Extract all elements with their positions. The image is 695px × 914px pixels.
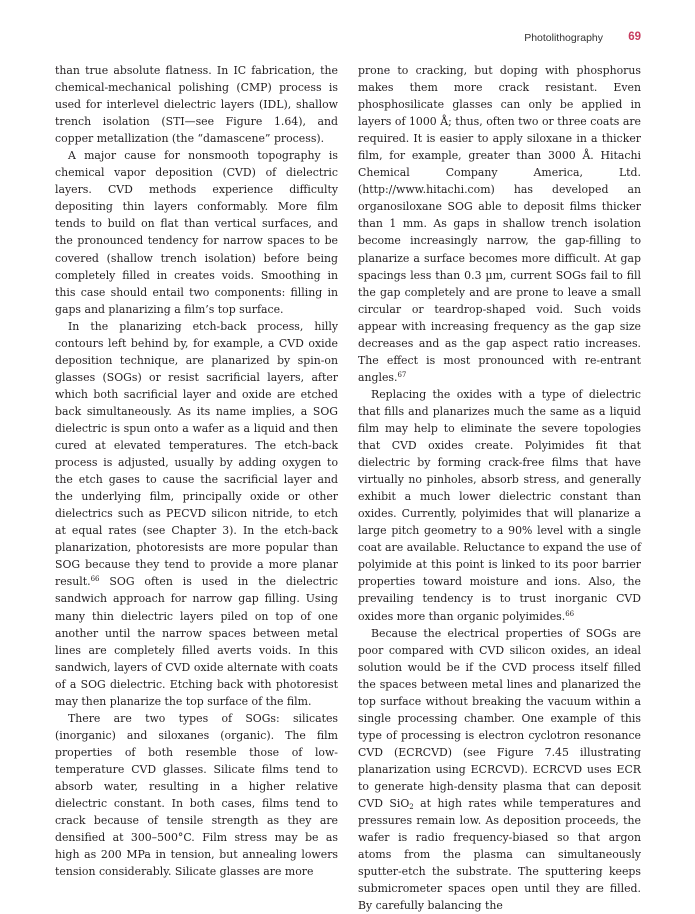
paragraph-text: SOG often is used in the dielectric sandwich approach for narrow gap filling. Using many thin dielectric layers piled on top of one another until the narrow spaces between metal lines are completely filled averts voids. In this sandwich, layers of CVD oxide alternate with coats of a SOG dielectric. Etching back with photoresist may then planarize the top surface of the film. (55, 575, 338, 708)
paragraph-text: prone to cracking, but doping with phosphorus makes them more crack resistant. Even phosphosilicate glasses can only be applied in layers of 1000 Å; thus, often two or three coats are required. It is easier to apply siloxane in a thicker film, for example, greater than 3000 Å. Hitachi Chemical Company America, Ltd. (http://www.hitachi.com) has developed an organosiloxane SOG able to deposit films thicker than 1 mm. As gaps in shallow trench isolation become increasingly narrow, the gap-filling to planarize a surface becomes more difficult. At gap spacings less than 0.3 µm, current SOGs fail to fill the gap completely and are prone to leave a small circular or teardrop-shaped void. Such voids appear with increasing frequency as the gap size decreases and as the gap aspect ratio increases. The effect is most pronounced with re-entrant angles. (358, 64, 641, 384)
subscript: 2 (409, 803, 414, 812)
citation-superscript: 66 (565, 609, 575, 618)
citation-superscript: 66 (90, 575, 100, 584)
running-header (0, 31, 695, 47)
page-number: 69 (628, 31, 641, 43)
right-column (358, 62, 641, 914)
citation-superscript: 67 (397, 370, 407, 379)
running-title: Photolithography (524, 32, 603, 44)
paragraph (55, 710, 338, 880)
paragraph-text: than true absolute flatness. In IC fabrication, the chemical-mechanical polishing (CMP) process is used for interlevel dielectric layers (IDL), shallow trench isolation (STI—see Figure 1.64), and copper metallization (the “damascene” process). (55, 64, 338, 146)
paragraph-text: Because the electrical properties of SOGs are poor compared with CVD silicon oxides, an ideal solution would be if the CVD process itself filled the spaces between metal lines and planarized the top surface without breaking the vacuum within a single processing chamber. One example of this type of processing is electron cyclotron resonance CVD (ECRCVD) (see Figure 7.45 illustrating planarization using ECRCVD). ECRCVD uses ECR to generate high-density plasma that can deposit CVD SiO (358, 626, 641, 811)
paragraph (358, 62, 641, 386)
paragraph (55, 318, 338, 710)
paragraph-text: at high rates while temperatures and pressures remain low. As deposition proceeds, the wafer is radio frequency-biased so that argon atoms from the plasma can simultaneously sputter-etch the substrate. The sputtering keeps submicrometer spaces open until they are filled. By carefully balancing the (358, 797, 641, 913)
paragraph-text: A major cause for nonsmooth topography is chemical vapor deposition (CVD) of dielectric layers. CVD methods experience difficulty depositing thin layers conformably. More film tends to build on flat than vertical surfaces, and the pronounced tendency for narrow spaces to be covered (shallow trench isolation) before being completely filled in creates voids. Smoothing in this case should entail two components: filling in gaps and planarizing a film’s top surface. (55, 149, 338, 316)
paragraph (55, 62, 338, 147)
paragraph-text: Replacing the oxides with a type of dielectric that fills and planarizes much the same as a liquid film may help to eliminate the severe topologies that CVD oxides create. Polyimides fit that dielectric by forming crack-free films that have virtually no pinholes, absorb stress, and generally exhibit a much lower dielectric constant than oxides. Currently, polyimides that will planarize a large pitch geometry to a 90% level with a single coat are available. Reluctance to expand the use of polyimide at this point is linked to its poor barrier properties toward moisture and ions. Also, the prevailing tendency is to trust inorganic CVD oxides more than organic polyimides. (358, 387, 641, 623)
left-column (55, 62, 338, 880)
paragraph (55, 147, 338, 317)
paragraph (358, 625, 641, 914)
paragraph-text: There are two types of SOGs: silicates (inorganic) and siloxanes (organic). The film properties of both resemble those of low-temperature CVD glasses. Silicate films tend to absorb water, resulting in a higher relative dielectric constant. In both cases, films tend to crack because of tensile strength as they are densified at 300–500°C. Film stress may be as high as 200 MPa in tension, but annealing lowers tension considerably. Silicate glasses are more (55, 711, 338, 879)
paragraph (358, 386, 641, 625)
paragraph-text: In the planarizing etch-back process, hilly contours left behind by, for example, a CVD oxide deposition technique, are planarized by spin-on glasses (SOGs) or resist sacrificial layers, after which both sacrificial layer and oxide are etched back simultaneously. As its name implies, a SOG dielectric is spun onto a wafer as a liquid and then cured at elevated temperatures. The etch-back process is adjusted, usually by adding oxygen to the etch gases to cause the sacrificial layer and the underlying film, principally oxide or other dielectrics such as PECVD silicon nitride, to etch at equal rates (see Chapter 3). In the etch-back planarization, photoresists are more popular than SOG because they tend to provide a more planar result. (55, 319, 338, 589)
